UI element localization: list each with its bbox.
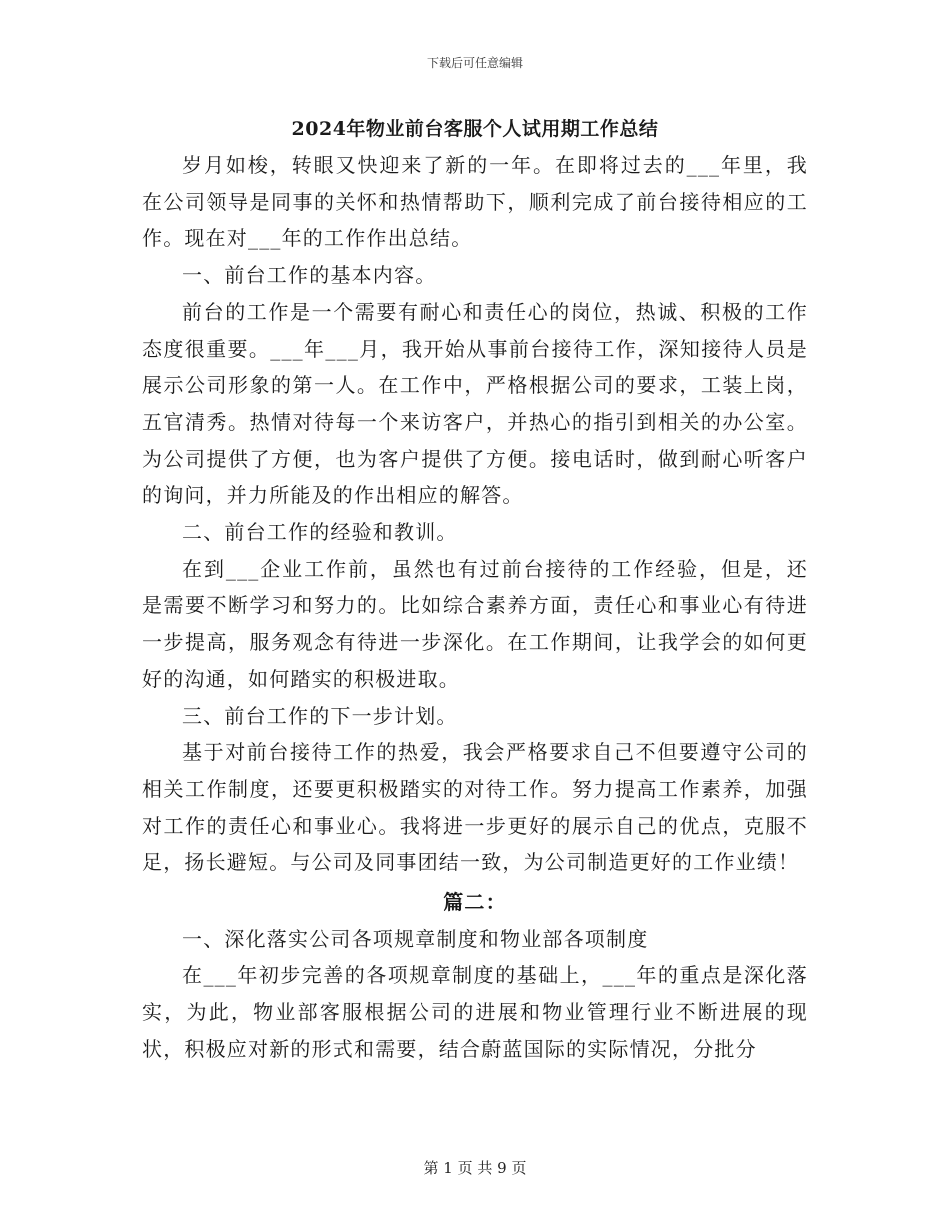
page-number: 第 1 页 共 9 页	[423, 1159, 527, 1177]
paragraph-rules: 在___年初步完善的各项规章制度的基础上，___年的重点是深化落实，为此，物业部客服根据公司的进展和物业管理行业不断进展的现状，积极应对新的形式和需要，结合蔚蓝国际的实际情况，分批分	[142, 963, 808, 1061]
heading-rules: 一、深化落实公司各项规章制度和物业部各项制度	[182, 926, 649, 951]
section-2-title: 篇二：	[443, 890, 507, 915]
heading-next-plan: 三、前台工作的下一步计划。	[182, 703, 458, 728]
document-body	[142, 147, 808, 1068]
paragraph-experience: 在到___企业工作前，虽然也有过前台接待的工作经验，但是，还是需要不断学习和努力的。比如综合素养方面，责任心和事业心有待进一步提高，服务观念有待进一步深化。在工作期间，让我学会的如何更好的沟通，如何踏实的积极进取。	[142, 556, 808, 691]
page-header-note: 下载后可任意编辑	[426, 56, 523, 70]
paragraph-intro: 岁月如梭，转眼又快迎来了新的一年。在即将过去的___年里，我在公司领导是同事的关怀和热情帮助下，顺利完成了前台接待相应的工作。现在对___年的工作作出总结。	[142, 153, 808, 251]
heading-experience: 二、前台工作的经验和教训。	[182, 520, 458, 545]
document-title: 2024年物业前台客服个人试用期工作总结	[291, 118, 659, 140]
paragraph-basic-content: 前台的工作是一个需要有耐心和责任心的岗位，热诚、积极的工作态度很重要。___年___月，我开始从事前台接待工作，深知接待人员是展示公司形象的第一人。在工作中，严格根据公司的要求，工装上岗，五官清秀。热情对待每一个来访客户，并热心的指引到相关的办公室。为公司提供了方便，也为客户提供了方便。接电话时，做到耐心听客户的询问，并力所能及的作出相应的解答。	[142, 299, 808, 508]
paragraph-next-plan: 基于对前台接待工作的热爱，我会严格要求自己不但要遵守公司的相关工作制度，还要更积极踏实的对待工作。努力提高工作素养，加强对工作的责任心和事业心。我将进一步更好的展示自己的优点，克服不足，扬长避短。与公司及同事团结一致，为公司制造更好的工作业绩！	[142, 740, 808, 875]
heading-basic-content: 一、前台工作的基本内容。	[182, 263, 437, 288]
